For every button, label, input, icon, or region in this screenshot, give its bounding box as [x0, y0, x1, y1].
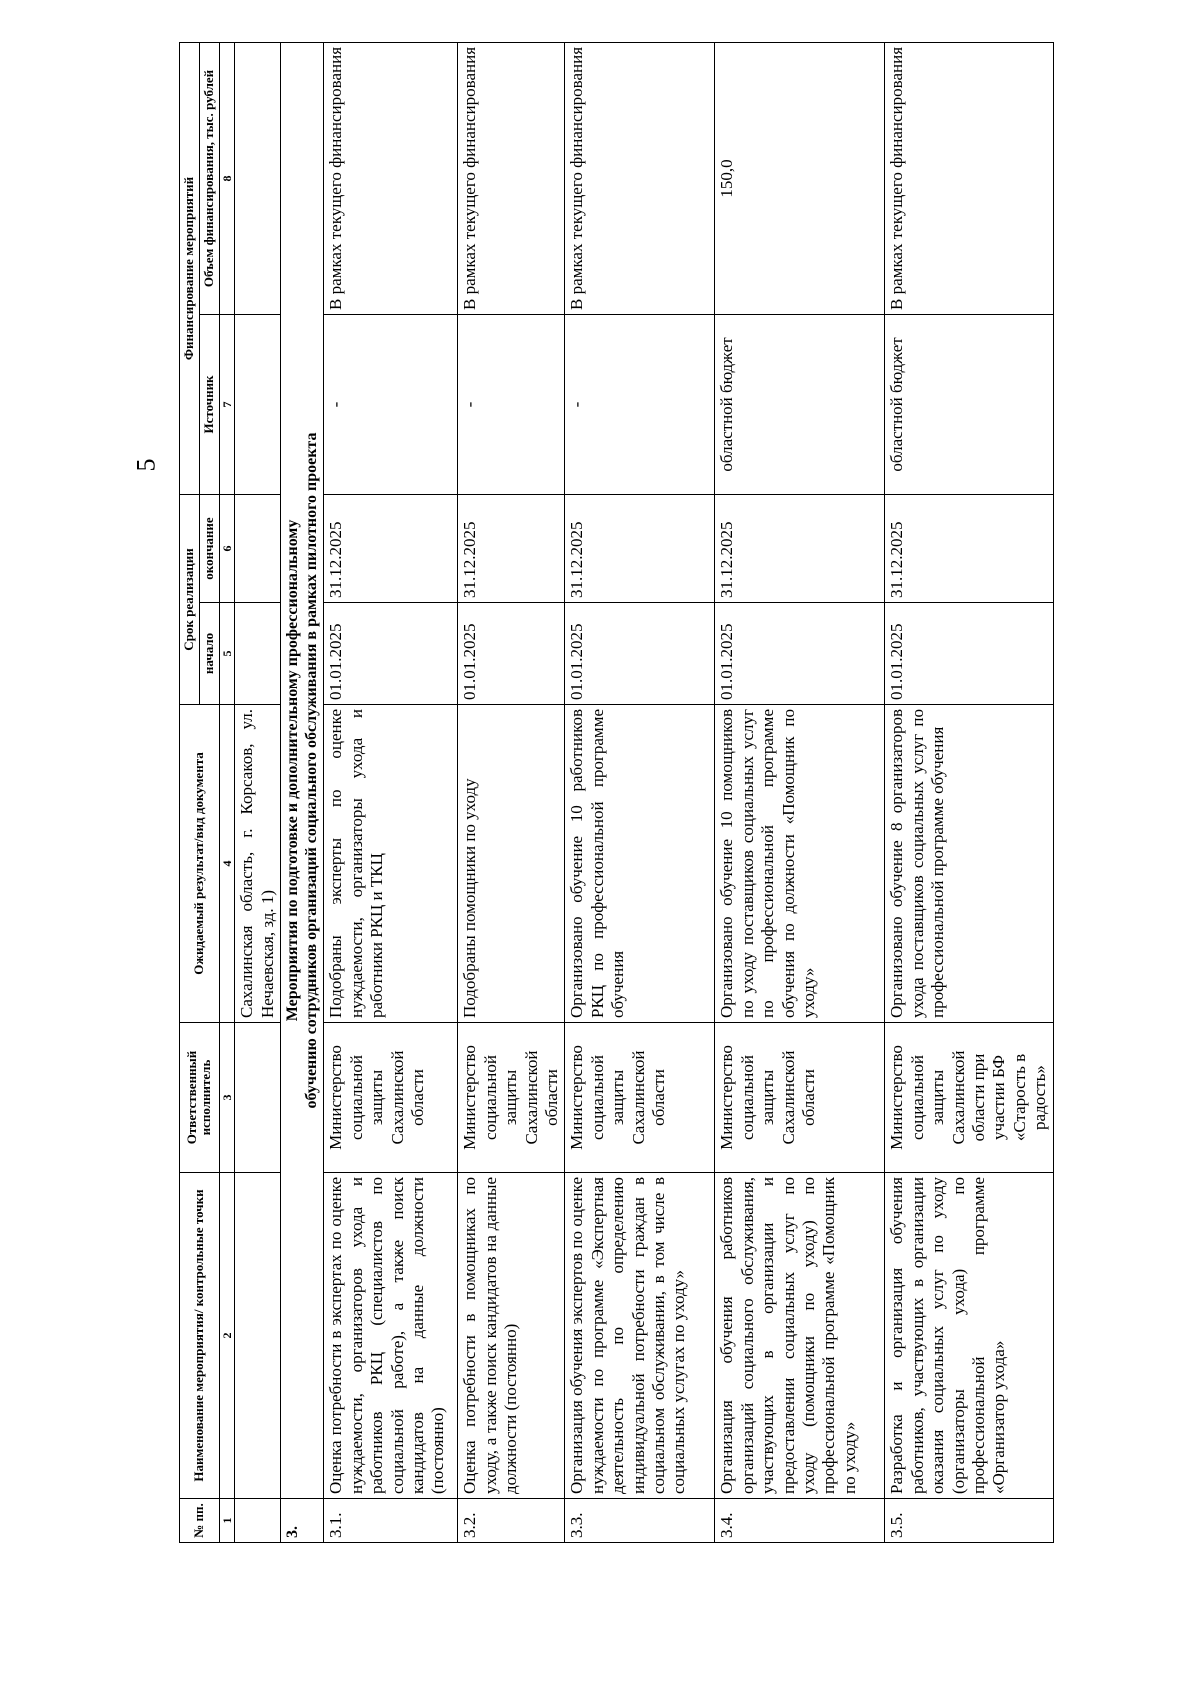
- address-row: [235, 42, 281, 1542]
- row-source: областной бюджет: [885, 314, 1053, 494]
- row-amount: В рамках текущего финансирования: [565, 42, 715, 314]
- row-amount: В рамках текущего финансирования: [885, 42, 1053, 314]
- header-end: окончание: [199, 494, 219, 602]
- row-end: 31.12.2025: [715, 494, 885, 602]
- row-source: -: [324, 314, 458, 494]
- col-number: 5: [219, 603, 234, 705]
- row-start: 01.01.2025: [715, 603, 885, 705]
- row-result: Подобраны эксперты по оценке нуждаемости, организаторы ухода и работники РКЦ и ТКЦ: [324, 705, 458, 1023]
- header-period: Срок реализации: [180, 494, 200, 704]
- address-text: Сахалинская область, г. Корсаков, ул. Нечаевская, зд. 1): [235, 705, 281, 1023]
- header-responsible: Ответственный исполнитель: [180, 1023, 220, 1173]
- row-name: Разработка и организация обучения работников, участвующих в организации оказания социальных услуг по уходу (организаторы ухода) по профессиональной программе «Организатор ухода»: [885, 1173, 1053, 1499]
- col-number: 6: [219, 494, 234, 602]
- row-source: -: [458, 314, 565, 494]
- row-result: Организовано обучение 10 помощников по уходу поставщиков социальных услуг по профессиональной программе обучения по должности «Помощник по уходу»: [715, 705, 885, 1023]
- row-end: 31.12.2025: [885, 494, 1053, 602]
- row-responsible: Министерство социальной защиты Сахалинской области: [324, 1023, 458, 1173]
- row-responsible: Министерство социальной защиты Сахалинской области: [458, 1023, 565, 1173]
- col-number: 1: [219, 1499, 234, 1543]
- row-responsible: Министерство социальной защиты Сахалинской области: [715, 1023, 885, 1173]
- row-number: 3.1.: [324, 1499, 458, 1543]
- row-start: 01.01.2025: [324, 603, 458, 705]
- row-name: Оценка потребности в помощниках по уходу, а также поиск кандидатов на данные должности (постоянно): [458, 1173, 565, 1499]
- header-name: Наименование мероприятия/ контрольные точки: [180, 1173, 220, 1499]
- table-row: [885, 42, 1053, 1542]
- section-row: [281, 42, 324, 1542]
- row-number: 3.4.: [715, 1499, 885, 1543]
- section-title-line: Мероприятия по подготовке и дополнительному профессиональному: [284, 519, 302, 1022]
- section-title: [281, 42, 324, 1498]
- row-result: Организовано обучение 8 организаторов ухода поставщиков социальных услуг по профессиональной программе обучения: [885, 705, 1053, 1023]
- row-start: 01.01.2025: [458, 603, 565, 705]
- header-amount: Объем финансирования, тыс. рублей: [199, 42, 219, 314]
- header-row: [180, 42, 200, 1542]
- row-number: 3.3.: [565, 1499, 715, 1543]
- header-financing: Финансирование мероприятий: [180, 42, 200, 494]
- header-start: начало: [199, 603, 219, 705]
- row-source: областной бюджет: [715, 314, 885, 494]
- header-source: Источник: [199, 314, 219, 494]
- section-number: 3.: [281, 1499, 324, 1543]
- row-source: -: [565, 314, 715, 494]
- col-number: 4: [219, 705, 234, 1023]
- row-end: 31.12.2025: [565, 494, 715, 602]
- row-number: 3.2.: [458, 1499, 565, 1543]
- row-amount: В рамках текущего финансирования: [458, 42, 565, 314]
- activities-table: [179, 42, 1054, 1543]
- row-number: 3.5.: [885, 1499, 1053, 1543]
- col-number: 2: [219, 1173, 234, 1499]
- column-number-row: [219, 42, 234, 1542]
- rotated-table-wrapper: [179, 43, 1114, 1543]
- row-name: Организация обучения экспертов по оценке нуждаемости по программе «Экспертная деятельность по определению индивидуальной потребности граждан в социальном обслуживании, в том числе в социальных услугах по уходу»: [565, 1173, 715, 1499]
- row-result: Подобраны помощники по уходу: [458, 705, 565, 1023]
- table-row: [324, 42, 458, 1542]
- col-number: 8: [219, 42, 234, 314]
- row-end: 31.12.2025: [324, 494, 458, 602]
- row-start: 01.01.2025: [565, 603, 715, 705]
- table-body: [324, 42, 1053, 1542]
- table-row: [715, 42, 885, 1542]
- row-amount: В рамках текущего финансирования: [324, 42, 458, 314]
- header-num: № пп.: [180, 1499, 220, 1543]
- table-row: [565, 42, 715, 1542]
- row-name: Оценка потребности в экспертах по оценке нуждаемости, организаторов ухода и работников РКЦ (специалистов по социальной работе), а также поиск кандидатов на данные должности (постоянно): [324, 1173, 458, 1499]
- row-amount: 150,0: [715, 42, 885, 314]
- col-number: 3: [219, 1023, 234, 1173]
- row-responsible: Министерство социальной защиты Сахалинской области: [565, 1023, 715, 1173]
- table-row: [458, 42, 565, 1542]
- row-end: 31.12.2025: [458, 494, 565, 602]
- page-number: 5: [131, 458, 161, 472]
- row-name: Организация обучения работников организаций социального обслуживания, участвующих в организации и предоставлении социальных услуг по уходу (помощники по уходу) по профессиональной программе «Помощник по уходу»: [715, 1173, 885, 1499]
- row-result: Организовано обучение 10 работников РКЦ по профессиональной программе обучения: [565, 705, 715, 1023]
- col-number: 7: [219, 314, 234, 494]
- header-result: Ожидаемый результат/вид документа: [180, 705, 220, 1023]
- row-start: 01.01.2025: [885, 603, 1053, 705]
- section-title-line: обучению сотрудников организаций социального обслуживания в рамках пилотного проекта: [303, 432, 321, 1109]
- row-responsible: Министерство социальной защиты Сахалинской области при участии БФ «Старость в радость»: [885, 1023, 1053, 1173]
